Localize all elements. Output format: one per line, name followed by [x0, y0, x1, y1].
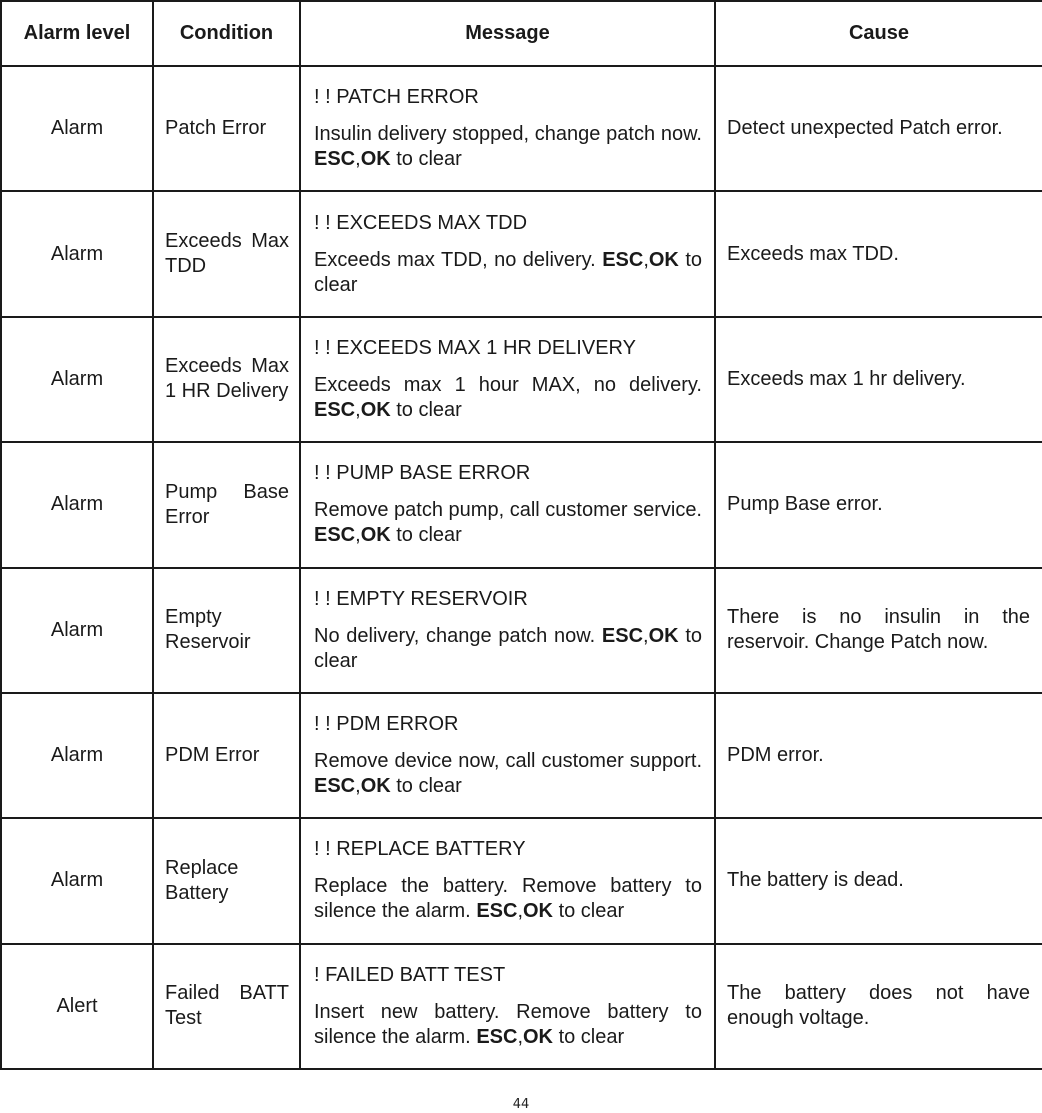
table-row — [1, 944, 1042, 1069]
key-separator: , — [643, 248, 649, 271]
ok-key-label: OK — [360, 398, 391, 421]
condition-cell: Failed BATT Test — [153, 944, 300, 1069]
message-cell — [300, 317, 715, 442]
message-cell — [300, 693, 715, 818]
key-separator: , — [355, 398, 361, 421]
table-row — [1, 818, 1042, 943]
message-text: No delivery, change patch now. — [314, 624, 596, 647]
message-cell — [300, 66, 715, 191]
esc-key-label: ESC — [476, 900, 518, 923]
ok-key-label: OK — [523, 1025, 553, 1048]
cause-cell: PDM error. — [715, 693, 1042, 818]
cause-cell: Pump Base error. — [715, 442, 1042, 567]
clear-text: to clear — [396, 524, 462, 547]
alarm-level-cell: Alarm — [1, 818, 153, 943]
condition-cell: Replace Battery — [153, 818, 300, 943]
message-body — [314, 373, 702, 423]
message-body — [314, 248, 702, 298]
table-row — [1, 693, 1042, 818]
condition-cell: Empty Reservoir — [153, 568, 300, 693]
ok-key-label: OK — [523, 900, 553, 923]
esc-key-label: ESC — [314, 524, 356, 547]
message-text: Replace the battery. Remove battery to silence the alarm. — [314, 875, 702, 923]
message-title: ! ! EXCEEDS MAX TDD — [314, 211, 528, 234]
table-row — [1, 317, 1042, 442]
ok-key-label: OK — [360, 524, 391, 547]
table-header-row — [1, 1, 1042, 66]
message-title: ! ! PDM ERROR — [314, 713, 459, 736]
message-cell — [300, 442, 715, 567]
header-cause: Cause — [715, 1, 1042, 66]
message-cell — [300, 818, 715, 943]
ok-key-label: OK — [648, 248, 679, 271]
esc-key-label: ESC — [601, 624, 644, 647]
message-title: ! ! EXCEEDS MAX 1 HR DELIVERY — [314, 336, 636, 359]
key-separator: , — [517, 900, 523, 923]
alarm-level-cell: Alarm — [1, 568, 153, 693]
message-cell — [300, 568, 715, 693]
message-text: Insulin delivery stopped, change patch now. — [314, 123, 702, 146]
key-separator: , — [517, 1025, 523, 1048]
message-title: ! ! REPLACE BATTERY — [314, 838, 526, 861]
condition-cell: Pump Base Error — [153, 442, 300, 567]
message-cell — [300, 191, 715, 316]
message-text: Insert new battery. Remove battery to silence the alarm. — [314, 1000, 702, 1048]
table-row — [1, 568, 1042, 693]
table-row — [1, 191, 1042, 316]
alarm-level-cell: Alarm — [1, 191, 153, 316]
message-title: ! ! PUMP BASE ERROR — [314, 462, 531, 485]
clear-text: to clear — [314, 248, 702, 296]
message-body — [314, 624, 702, 674]
message-cell — [300, 944, 715, 1069]
condition-cell: Exceeds Max 1 HR Delivery — [153, 317, 300, 442]
message-body — [314, 122, 702, 172]
cause-cell: Exceeds max 1 hr delivery. — [715, 317, 1042, 442]
ok-key-label: OK — [648, 624, 679, 647]
alarm-level-cell: Alarm — [1, 317, 153, 442]
key-separator: , — [355, 524, 361, 547]
cause-cell: Detect unexpected Patch error. — [715, 66, 1042, 191]
esc-key-label: ESC — [476, 1025, 518, 1048]
table-row — [1, 442, 1042, 567]
condition-cell: Patch Error — [153, 66, 300, 191]
message-body — [314, 1000, 702, 1050]
ok-key-label: OK — [360, 775, 391, 798]
clear-text: to clear — [558, 1025, 625, 1048]
message-text: Exceeds max TDD, no delivery. — [314, 248, 596, 271]
key-separator: , — [355, 775, 361, 798]
message-body — [314, 498, 702, 548]
alarm-level-cell: Alarm — [1, 442, 153, 567]
header-message: Message — [300, 1, 715, 66]
message-text: Remove device now, call customer support. — [314, 750, 702, 773]
message-title: ! ! EMPTY RESERVOIR — [314, 587, 528, 610]
header-alarm-level: Alarm level — [1, 1, 153, 66]
header-condition: Condition — [153, 1, 300, 66]
table-row — [1, 66, 1042, 191]
key-separator: , — [643, 624, 649, 647]
clear-text: to clear — [396, 398, 462, 421]
message-text: Exceeds max 1 hour MAX, no delivery. — [314, 373, 702, 396]
cause-cell: Exceeds max TDD. — [715, 191, 1042, 316]
key-separator: , — [355, 148, 361, 171]
cause-cell: The battery does not have enough voltage. — [715, 944, 1042, 1069]
clear-text: to clear — [314, 624, 702, 672]
esc-key-label: ESC — [314, 148, 356, 171]
message-title: ! ! PATCH ERROR — [314, 86, 479, 109]
clear-text: to clear — [558, 900, 625, 923]
alarm-level-cell: Alarm — [1, 693, 153, 818]
cause-cell: There is no insulin in the reservoir. Change Patch now. — [715, 568, 1042, 693]
page-number: 44 — [512, 1097, 530, 1112]
alarm-level-cell: Alarm — [1, 66, 153, 191]
clear-text: to clear — [396, 148, 462, 171]
condition-cell: PDM Error — [153, 693, 300, 818]
cause-cell: The battery is dead. — [715, 818, 1042, 943]
message-body — [314, 874, 702, 924]
clear-text: to clear — [396, 775, 462, 798]
message-text: Remove patch pump, call customer service. — [314, 499, 702, 522]
alarm-level-cell: Alert — [1, 944, 153, 1069]
condition-cell: Exceeds Max TDD — [153, 191, 300, 316]
esc-key-label: ESC — [314, 398, 356, 421]
ok-key-label: OK — [360, 148, 391, 171]
esc-key-label: ESC — [314, 775, 356, 798]
message-body — [314, 749, 702, 799]
esc-key-label: ESC — [602, 248, 644, 271]
message-title: ! FAILED BATT TEST — [314, 963, 506, 986]
